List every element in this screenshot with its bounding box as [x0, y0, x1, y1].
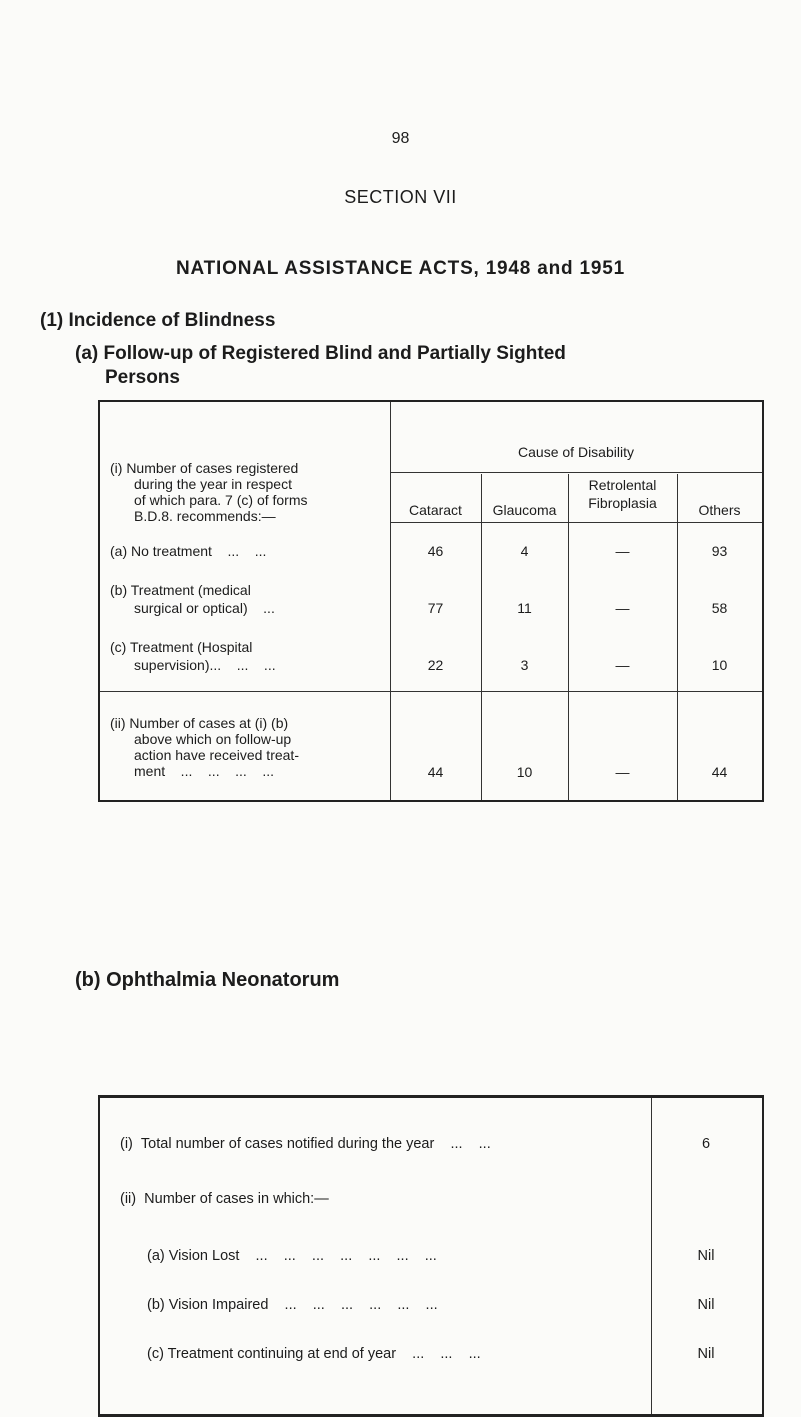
- column-header-line: Retrolental: [588, 477, 657, 493]
- value-vision-impaired: Nil: [697, 1297, 715, 1313]
- page-number: 98: [391, 130, 410, 147]
- section-title: SECTION VII: [344, 187, 457, 207]
- cell-glaucoma: 3: [520, 657, 529, 673]
- column-header-cataract: Cataract: [409, 502, 462, 518]
- value-total-notified: 6: [701, 1136, 711, 1152]
- row-label-treatment-hospital: [110, 639, 385, 673]
- row-header-line: B.D.8. recommends:—: [134, 508, 276, 524]
- row-label-treatment-medical: [110, 582, 385, 616]
- heading-follow-up-line2: Persons: [105, 367, 180, 388]
- heading-incidence-of-blindness: (1) Incidence of Blindness: [40, 310, 276, 331]
- header-divider: [390, 472, 762, 473]
- column-divider: [651, 1098, 652, 1414]
- cause-of-disability-header: Cause of Disability: [518, 444, 634, 460]
- cell-glaucoma: 11: [517, 600, 532, 616]
- row-label-line: action have received treat-: [134, 747, 299, 763]
- cell-cataract: 44: [427, 764, 444, 780]
- row-label-line: above which on follow-up: [134, 731, 292, 747]
- row-treatment-continuing: (c) Treatment continuing at end of year ... ... ...: [147, 1346, 481, 1362]
- row-label-line: (ii) Number of cases at (i) (b): [110, 715, 289, 731]
- cell-retrolental: —: [615, 543, 630, 559]
- row-number-of-cases: (ii) Number of cases in which:—: [120, 1191, 329, 1207]
- row-vision-impaired: (b) Vision Impaired ... ... ... ... ... ...: [147, 1297, 438, 1313]
- heading-follow-up: [75, 342, 775, 390]
- row-label-line: supervision)... ... ...: [134, 657, 276, 673]
- value-vision-lost: Nil: [697, 1248, 715, 1264]
- act-title: NATIONAL ASSISTANCE ACTS, 1948 and 1951: [176, 258, 625, 279]
- row-label-no-treatment: [110, 543, 385, 559]
- column-header-others: Others: [698, 502, 741, 518]
- row-header-line: of which para. 7 (c) of forms: [134, 492, 308, 508]
- row-label-line: surgical or optical) ...: [134, 600, 275, 616]
- heading-ophthalmia-neonatorum: (b) Ophthalmia Neonatorum: [75, 969, 340, 991]
- cell-others: 58: [711, 600, 728, 616]
- value-treatment-continuing: Nil: [697, 1346, 715, 1362]
- row-header-description: [110, 460, 385, 524]
- cell-glaucoma: 10: [516, 764, 533, 780]
- ophthalmia-table: [98, 1095, 764, 1417]
- cell-cataract: 22: [427, 657, 444, 673]
- cell-cataract: 46: [427, 543, 444, 559]
- cell-cataract: 77: [427, 600, 444, 616]
- heading-follow-up-line1: (a) Follow-up of Registered Blind and Partially Sighted: [75, 343, 566, 364]
- cell-glaucoma: 4: [520, 543, 529, 559]
- row-vision-lost: (a) Vision Lost ... ... ... ... ... ... ...: [147, 1248, 437, 1264]
- row-header-line: (i) Number of cases registered: [110, 460, 299, 476]
- row-label-line: (a) No treatment ... ...: [110, 543, 267, 559]
- follow-up-table: [98, 400, 764, 802]
- row-total-notified: (i) Total number of cases notified during the year ... ...: [120, 1136, 491, 1152]
- row-label-line: ment ... ... ... ...: [134, 763, 275, 779]
- header-bottom-divider: [390, 522, 762, 523]
- cell-others: 93: [711, 543, 728, 559]
- row-label-line: (b) Treatment (medical: [110, 582, 251, 598]
- cell-others: 10: [711, 657, 728, 673]
- cell-retrolental: —: [615, 764, 630, 780]
- row-label-follow-up-action: [110, 715, 385, 779]
- section-divider: [100, 691, 762, 692]
- cell-retrolental: —: [615, 657, 630, 673]
- row-label-line: (c) Treatment (Hospital: [110, 639, 253, 655]
- cell-retrolental: —: [615, 600, 630, 616]
- column-header-glaucoma: Glaucoma: [492, 502, 557, 518]
- column-header-retrolental-fibroplasia: [568, 476, 677, 512]
- column-header-line: Fibroplasia: [588, 495, 657, 511]
- row-header-line: during the year in respect: [134, 476, 292, 492]
- cell-others: 44: [711, 764, 728, 780]
